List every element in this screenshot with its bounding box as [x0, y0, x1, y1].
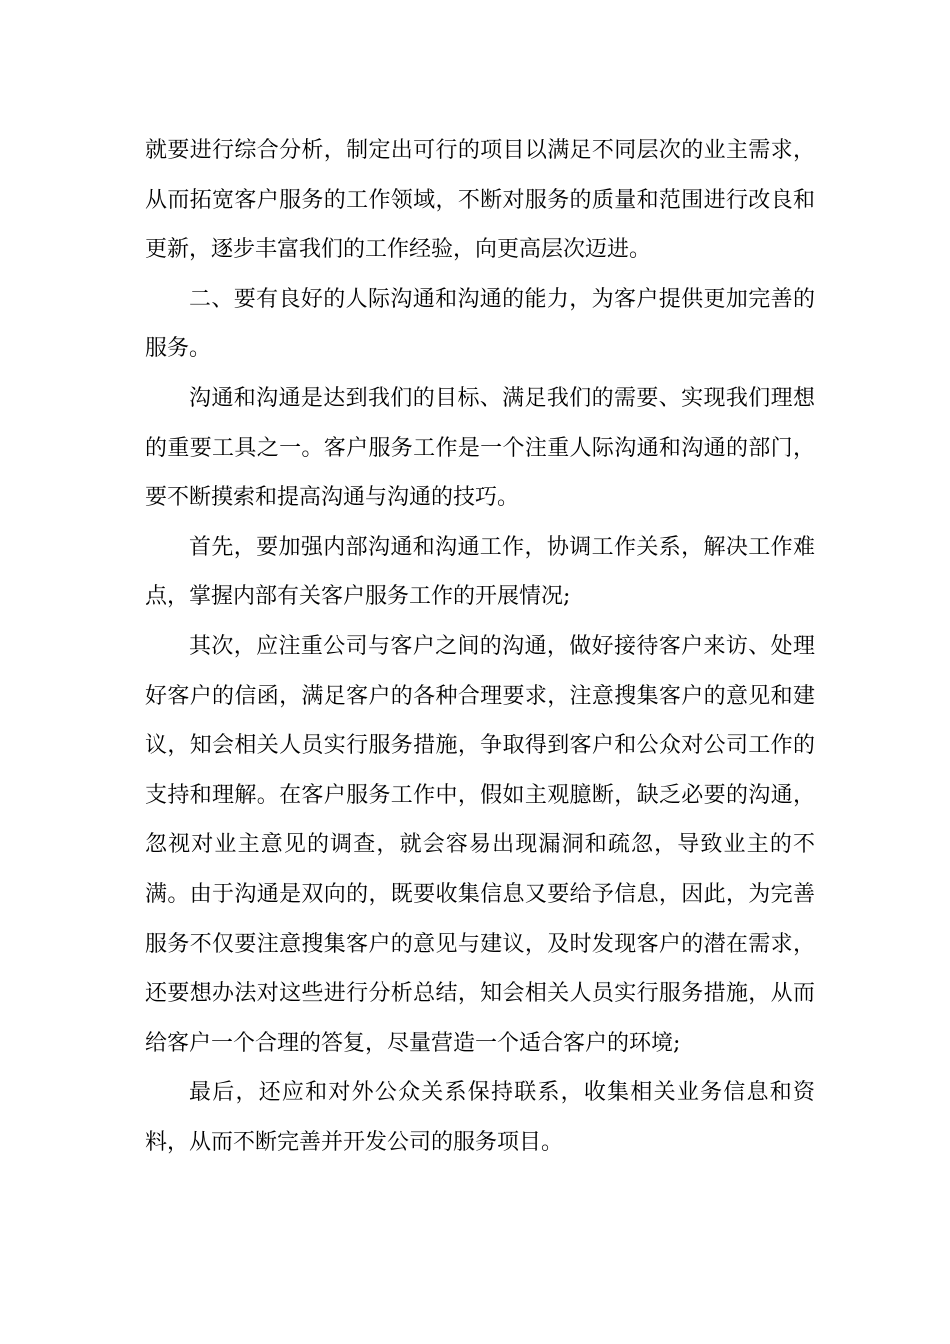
paragraph-last: 最后，还应和对外公众关系保持联系，收集相关业务信息和资料，从而不断完善并开发公司的服务项目。: [145, 1080, 815, 1155]
paragraph-second: 其次，应注重公司与客户之间的沟通，做好接待客户来访、处理好客户的信函，满足客户的各种合理要求，注意搜集客户的意见和建议，知会相关人员实行服务措施，争取得到客户和公众对公司工作的支持和理解。在客户服务工作中，假如主观臆断，缺乏必要的沟通，忽视对业主意见的调查，就会容易出现漏洞和疏忽，导致业主的不满。由于沟通是双向的，既要收集信息又要给予信息，因此，为完善服务不仅要注意搜集客户的意见与建议，及时发现客户的潜在需求，还要想办法对这些进行分析总结，知会相关人员实行服务措施，从而给客户一个合理的答复，尽量营造一个适合客户的环境;: [145, 633, 815, 1056]
paragraph-continuation: 就要进行综合分析，制定出可行的项目以满足不同层次的业主需求，从而拓宽客户服务的工作领域，不断对服务的质量和范围进行改良和更新，逐步丰富我们的工作经验，向更高层次迈进。: [145, 138, 815, 263]
paragraph-communication: 沟通和沟通是达到我们的目标、满足我们的需要、实现我们理想的重要工具之一。客户服务工作是一个注重人际沟通和沟通的部门，要不断摸索和提高沟通与沟通的技巧。: [145, 385, 815, 511]
paragraph-section-heading: 二、要有良好的人际沟通和沟通的能力，为客户提供更加完善的服务。: [145, 286, 815, 362]
paragraph-first: 首先，要加强内部沟通和沟通工作，协调工作关系，解决工作难点，掌握内部有关客户服务工作的开展情况;: [145, 534, 815, 610]
document-body: [145, 126, 815, 1167]
